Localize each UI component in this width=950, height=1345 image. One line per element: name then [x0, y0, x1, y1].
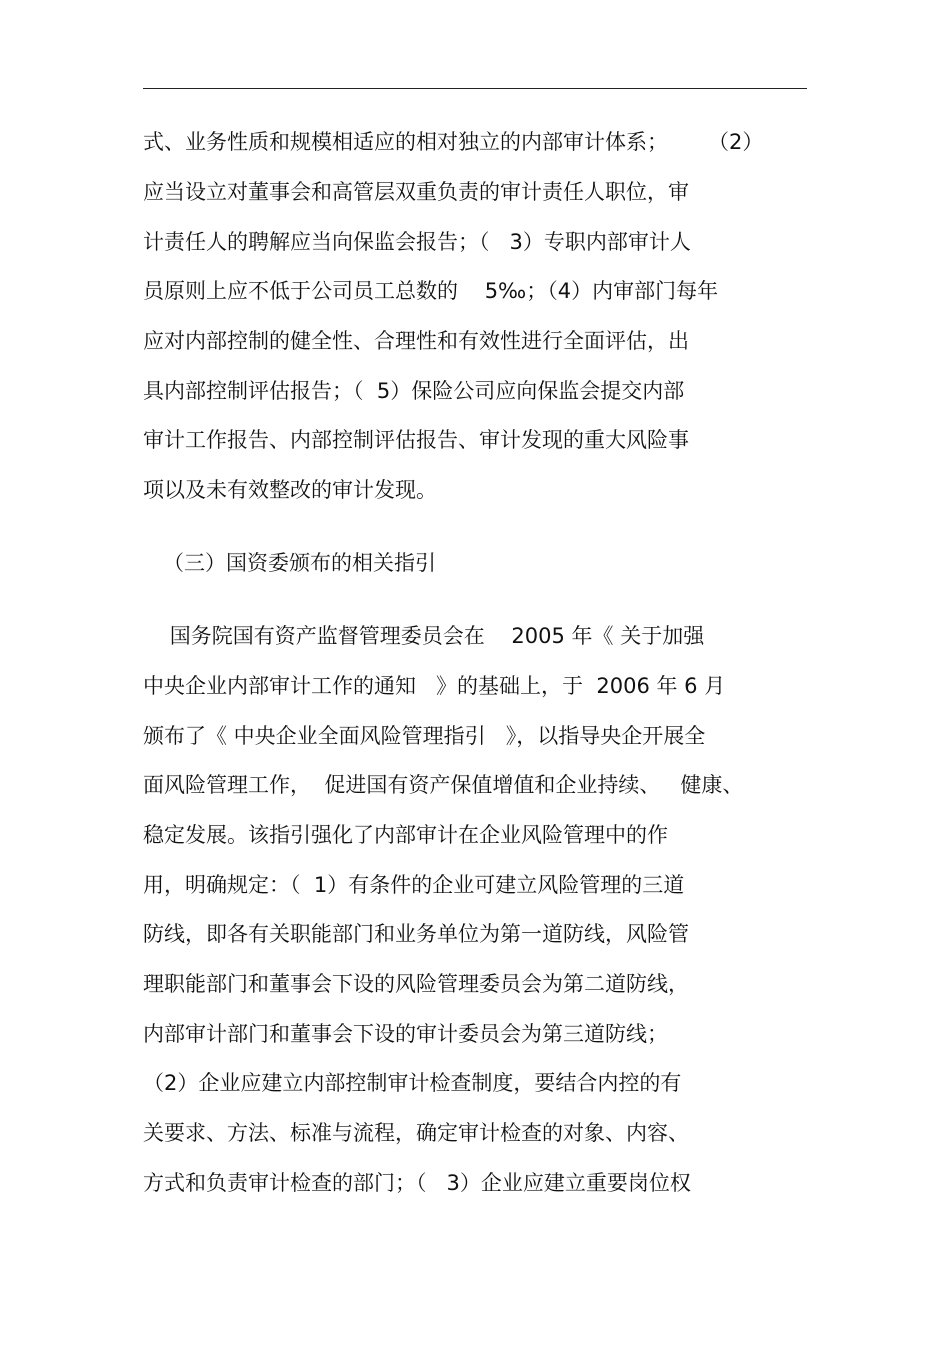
text-line: 方式和负责审计检查的部门；（ 3）企业应建立重要岗位权	[143, 1171, 691, 1195]
text-line: （2）企业应建立内部控制审计检查制度，要结合内控的有	[143, 1071, 682, 1095]
text-line: 理职能部门和董事会下设的风险管理委员会为第二道防线，	[143, 972, 689, 996]
text-line: 稳定发展。该指引强化了内部审计在企业风险管理中的作	[143, 823, 668, 847]
text-line: 关要求、方法、标准与流程，确定审计检查的对象、内容、	[143, 1121, 689, 1145]
section-heading: （三）国资委颁布的相关指引	[143, 551, 437, 575]
text-line: 式、业务性质和规模相适应的相对独立的内部审计体系； （2）	[143, 130, 764, 154]
text-line: 员原则上应不低于公司员工总数的 5‰；（4）内审部门每年	[143, 279, 719, 303]
text-line: 国务院国有资产监督管理委员会在 2005 年《 关于加强	[143, 624, 705, 648]
text-line: 项以及未有效整改的审计发现。	[143, 478, 437, 502]
text-line: 颁布了《 中央企业全面风险管理指引 》，以指导央企开展全	[143, 724, 706, 748]
text-line: 防线，即各有关职能部门和业务单位为第一道防线，风险管	[143, 922, 689, 946]
text-line: 计责任人的聘解应当向保监会报告；（ 3）专职内部审计人	[143, 230, 691, 254]
header-rule	[143, 88, 807, 89]
text-line: 中央企业内部审计工作的通知 》的基础上，于 2006 年 6 月	[143, 674, 726, 698]
text-line: 应对内部控制的健全性、合理性和有效性进行全面评估，出	[143, 329, 689, 353]
text-line: 应当设立对董事会和高管层双重负责的审计责任人职位，审	[143, 180, 689, 204]
text-line: 具内部控制评估报告；（ 5）保险公司应向保监会提交内部	[143, 379, 685, 403]
text-line: 内部审计部门和董事会下设的审计委员会为第三道防线；	[143, 1022, 668, 1046]
text-line: 用，明确规定：（ 1）有条件的企业可建立风险管理的三道	[143, 873, 685, 897]
text-line: 审计工作报告、内部控制评估报告、审计发现的重大风险事	[143, 428, 689, 452]
text-line: 面风险管理工作， 促进国有资产保值增值和企业持续、 健康、	[143, 773, 744, 797]
